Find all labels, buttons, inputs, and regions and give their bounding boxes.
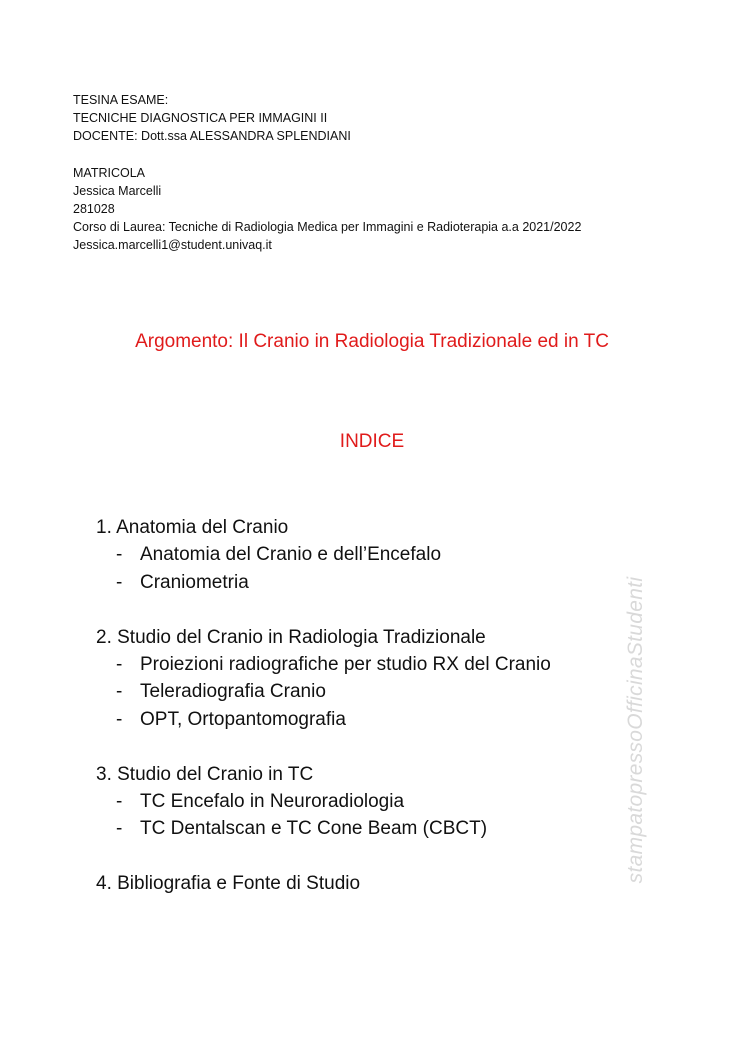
toc-subitem-label: TC Dentalscan e TC Cone Beam (CBCT) [140, 818, 488, 840]
toc-subitem [96, 541, 551, 568]
toc-subitem-label: Craniometria [140, 571, 249, 593]
toc-subitem [96, 569, 551, 596]
toc-section-1 [96, 514, 551, 596]
toc-section-2 [96, 624, 551, 734]
toc-subitem [96, 678, 551, 705]
toc-section-title: 2. Studio del Cranio in Radiologia Tradizionale [96, 626, 486, 648]
exam-label: TESINA ESAME: [73, 93, 169, 107]
toc-subitem [96, 706, 551, 733]
toc-section-4 [96, 870, 551, 897]
teacher-name: DOCENTE: Dott.ssa ALESSANDRA SPLENDIANI [73, 129, 351, 144]
dash-marker: - [116, 571, 123, 593]
header-info [73, 91, 581, 255]
table-of-contents [96, 514, 551, 925]
course-name: TECNICHE DIAGNOSTICA PER IMMAGINI II [73, 111, 328, 126]
toc-subitem-label: TC Encefalo in Neuroradiologia [140, 791, 405, 813]
dash-marker: - [116, 708, 123, 730]
toc-section-title: 3. Studio del Cranio in TC [96, 763, 314, 785]
dash-marker: - [116, 654, 123, 676]
student-name: Jessica Marcelli [73, 183, 162, 198]
toc-subitem [96, 815, 551, 842]
toc-subitem-label: Proiezioni radiografiche per studio RX del Cranio [140, 654, 551, 676]
toc-subitem-label: Anatomia del Cranio e dell’Encefalo [140, 544, 442, 566]
dash-marker: - [116, 681, 123, 703]
toc-section-title: 4. Bibliografia e Fonte di Studio [96, 873, 361, 895]
matricola-label: MATRICOLA [73, 165, 145, 180]
toc-section-3 [96, 761, 551, 843]
toc-subitem [96, 788, 551, 815]
toc-subitem-label: OPT, Ortopantomografia [140, 708, 346, 730]
watermark: stampatopressoOfficinaStudenti [624, 576, 647, 884]
topic-title: Argomento: Il Cranio in Radiologia Tradizionale ed in TC [135, 331, 609, 352]
toc-subitem [96, 651, 551, 678]
degree-course: Corso di Laurea: Tecniche di Radiologia Medica per Immagini e Radioterapia a.a 2021/2022 [73, 220, 582, 235]
index-heading: INDICE [339, 431, 405, 452]
student-email: Jessica.marcelli1@student.univaq.it [73, 238, 272, 253]
student-id: 281028 [73, 202, 115, 217]
toc-section-title: 1. Anatomia del Cranio [96, 517, 289, 538]
dash-marker: - [116, 791, 123, 813]
dash-marker: - [116, 818, 123, 840]
toc-subitem-label: Teleradiografia Cranio [140, 681, 326, 703]
dash-marker: - [116, 544, 123, 566]
